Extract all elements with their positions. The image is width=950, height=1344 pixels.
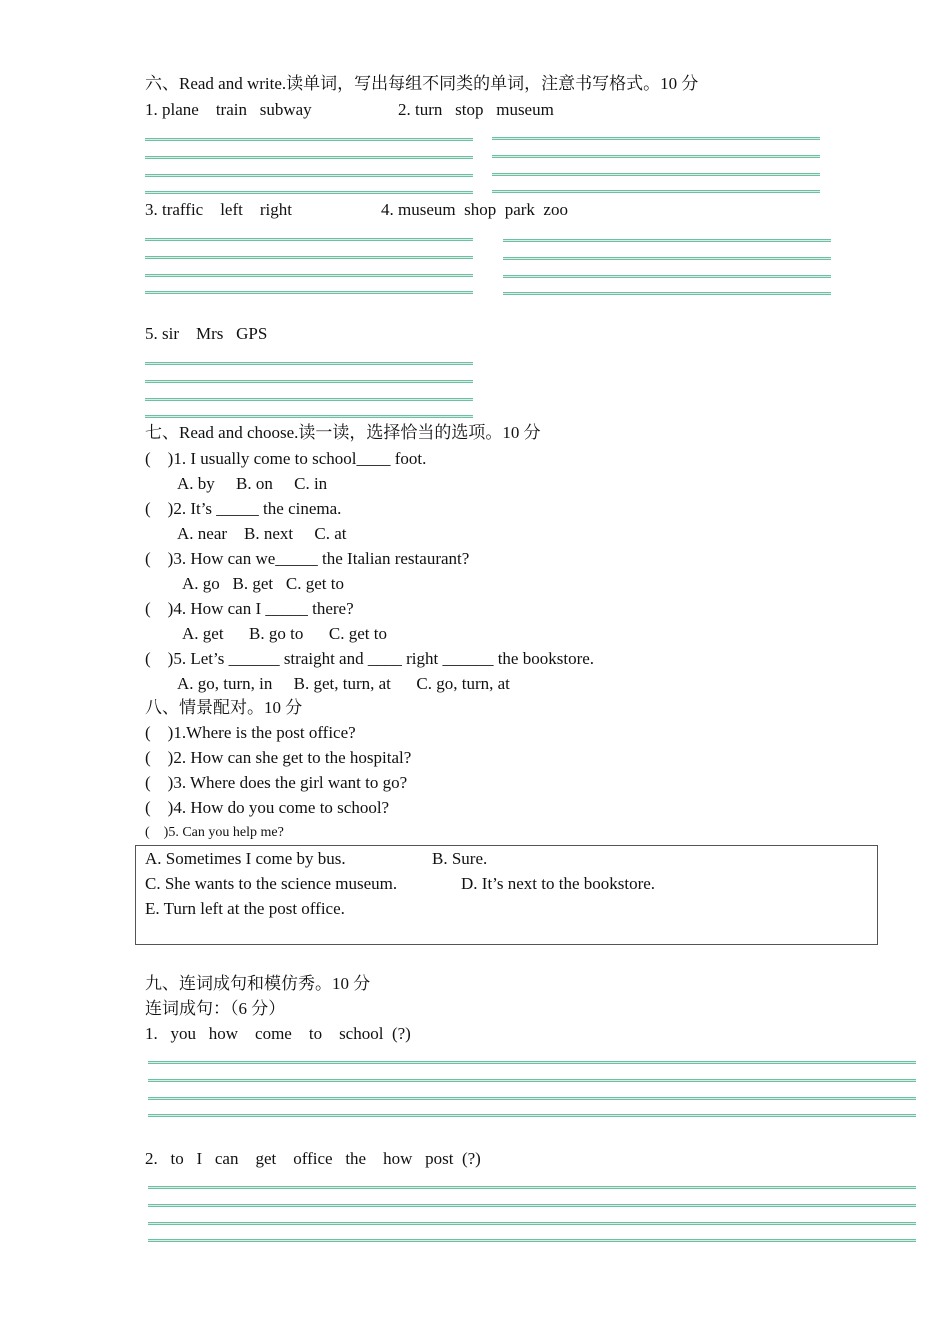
- sentence-2-words: 2. to I can get office the how post (?): [145, 1149, 481, 1168]
- section-8-heading: 八、情景配对。10 分: [145, 698, 303, 717]
- word-group-1: 1. plane train subway: [145, 100, 312, 119]
- writing-line[interactable]: [145, 291, 473, 294]
- writing-line[interactable]: [148, 1079, 916, 1082]
- writing-line[interactable]: [145, 415, 473, 418]
- word-group-3: 3. traffic left right: [145, 200, 292, 219]
- writing-line[interactable]: [503, 257, 831, 260]
- writing-line[interactable]: [145, 380, 473, 383]
- answer-e: E. Turn left at the post office.: [145, 899, 345, 918]
- section-6-heading: 六、Read and write.读单词，写出每组不同类的单词，注意书写格式。10 分: [145, 74, 699, 93]
- writing-line[interactable]: [148, 1222, 916, 1225]
- choice-question-4: ( )4. How can I _____ there?: [145, 599, 354, 618]
- writing-line[interactable]: [145, 156, 473, 159]
- writing-line[interactable]: [145, 238, 473, 241]
- match-question-3: ( )3. Where does the girl want to go?: [145, 773, 408, 792]
- answer-a: A. Sometimes I come by bus.: [145, 849, 346, 868]
- choice-question-1: ( )1. I usually come to school____ foot.: [145, 449, 427, 468]
- writing-line[interactable]: [148, 1204, 916, 1207]
- writing-line[interactable]: [145, 362, 473, 365]
- word-group-4: 4. museum shop park zoo: [381, 200, 568, 219]
- writing-line[interactable]: [148, 1061, 916, 1064]
- writing-line[interactable]: [492, 173, 820, 176]
- writing-line[interactable]: [148, 1114, 916, 1117]
- choice-options-2: A. near B. next C. at: [177, 524, 347, 543]
- answer-d: D. It’s next to the bookstore.: [461, 874, 656, 893]
- word-group-5: 5. sir Mrs GPS: [145, 324, 268, 343]
- writing-line[interactable]: [492, 137, 820, 140]
- match-question-4: ( )4. How do you come to school?: [145, 798, 390, 817]
- match-question-1: ( )1.Where is the post office?: [145, 723, 356, 742]
- writing-line[interactable]: [145, 174, 473, 177]
- match-question-5: ( )5. Can you help me?: [145, 825, 284, 840]
- match-question-2: ( )2. How can she get to the hospital?: [145, 748, 412, 767]
- answer-b: B. Sure.: [432, 849, 488, 868]
- choice-options-5: A. go, turn, in B. get, turn, at C. go, turn, at: [177, 674, 510, 693]
- writing-line[interactable]: [145, 274, 473, 277]
- writing-line[interactable]: [148, 1239, 916, 1242]
- writing-line[interactable]: [145, 138, 473, 141]
- choice-question-3: ( )3. How can we_____ the Italian restaurant?: [145, 549, 470, 568]
- section-7-heading: 七、Read and choose.读一读，选择恰当的选项。10 分: [145, 423, 541, 442]
- writing-line[interactable]: [503, 275, 831, 278]
- writing-line[interactable]: [503, 292, 831, 295]
- word-group-2: 2. turn stop museum: [398, 100, 554, 119]
- choice-options-1: A. by B. on C. in: [177, 474, 328, 493]
- writing-line[interactable]: [492, 155, 820, 158]
- answer-c: C. She wants to the science museum.: [145, 874, 398, 893]
- choice-options-4: A. get B. go to C. get to: [182, 624, 387, 643]
- choice-question-5: ( )5. Let’s ______ straight and ____ right ______ the bookstore.: [145, 649, 595, 668]
- choice-options-3: A. go B. get C. get to: [182, 574, 344, 593]
- writing-line[interactable]: [148, 1186, 916, 1189]
- sentence-1-words: 1. you how come to school (?): [145, 1024, 411, 1043]
- writing-line[interactable]: [148, 1097, 916, 1100]
- writing-line[interactable]: [503, 239, 831, 242]
- writing-line[interactable]: [492, 190, 820, 193]
- section-9-subheading: 连词成句：（6 分）: [145, 999, 286, 1018]
- choice-question-2: ( )2. It’s _____ the cinema.: [145, 499, 342, 518]
- writing-line[interactable]: [145, 398, 473, 401]
- writing-line[interactable]: [145, 191, 473, 194]
- section-9-heading: 九、连词成句和模仿秀。10 分: [145, 974, 371, 993]
- writing-line[interactable]: [145, 256, 473, 259]
